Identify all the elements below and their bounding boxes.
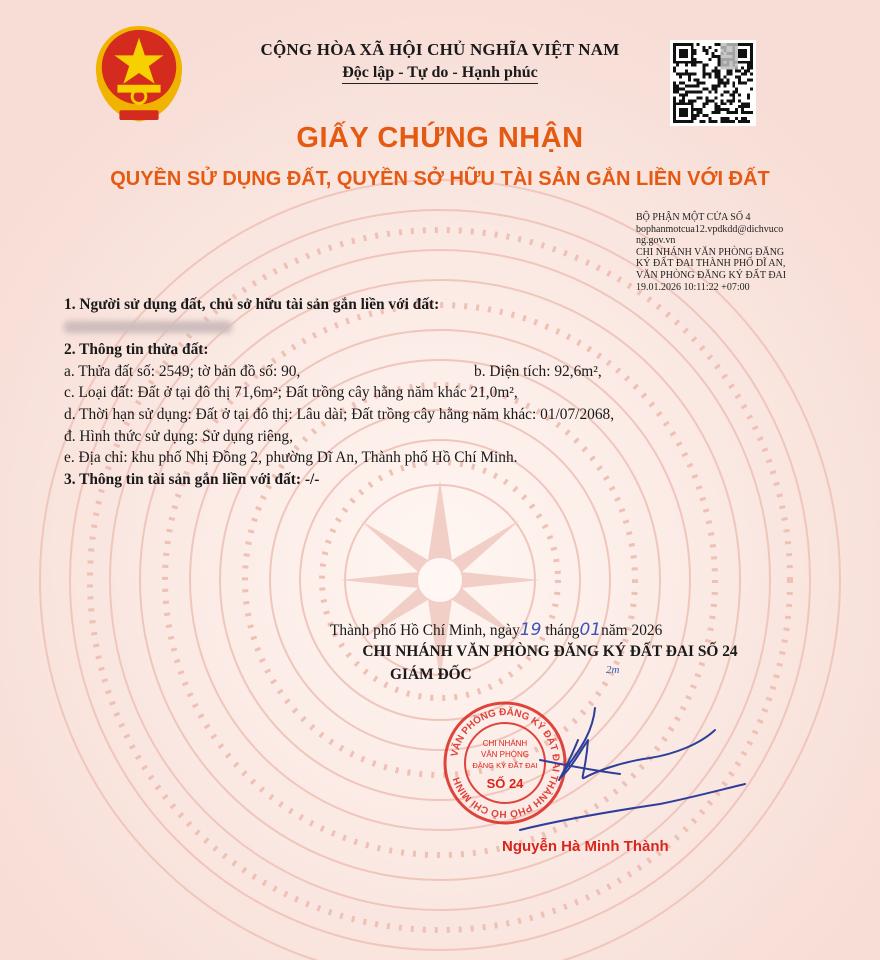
signer-position: GIÁM ĐỐC — [390, 666, 472, 683]
issuing-office: CHI NHÁNH VĂN PHÒNG ĐĂNG KÝ ĐẤT ĐAI SỐ 24 — [362, 643, 738, 660]
section3-heading: 3. Thông tin tài sản gắn liền với đất: -/- — [64, 470, 320, 488]
seal-center-line: VĂN PHÒNG — [480, 750, 530, 759]
year-label: năm 2026 — [601, 622, 663, 639]
motto-text: Độc lập - Tự do - Hạnh phúc — [342, 64, 538, 84]
redacted-text — [64, 321, 232, 333]
certificate-subtitle: QUYỀN SỬ DỤNG ĐẤT, QUYỀN SỞ HỮU TÀI SẢN GẮN LIỀN VỚI ĐẤT — [110, 168, 770, 190]
parcel-number: a. Thửa đất số: 2549; tờ bản đồ số: 90, — [64, 362, 301, 380]
esign-line: ng.gov.vn — [636, 235, 676, 247]
land-type: c. Loại đất: Đất ở tại đô thị 71,6m²; Đất trồng cây hằng năm khác 21,0m², — [64, 384, 518, 402]
issue-place-date — [330, 620, 850, 640]
seal-number: SỐ 24 — [486, 776, 524, 791]
digital-signature-block — [636, 212, 876, 293]
parcel-area: b. Diện tích: 92,6m², — [474, 362, 602, 380]
issue-day: 19 — [519, 620, 542, 640]
nation-name: CỘNG HÒA XÃ HỘI CHỦ NGHĨA VIỆT NAM — [260, 40, 620, 59]
issue-month: 01 — [579, 620, 602, 640]
seal-ring-text: VĂN PHÒNG ĐĂNG KÝ ĐẤT ĐAI THÀNH PHỐ HỒ CHÍ MINH — [449, 706, 562, 820]
esign-line: VĂN PHÒNG ĐĂNG KÝ ĐẤT ĐAI — [636, 269, 787, 281]
section2-heading: 2. Thông tin thửa đất: — [64, 341, 209, 359]
land-info — [64, 294, 824, 490]
esign-line: 19.01.2026 10:11:22 +07:00 — [636, 281, 750, 293]
parcel-address: e. Địa chỉ: khu phố Nhị Đồng 2, phường Dĩ An, Thành phố Hồ Chí Minh. — [64, 449, 518, 467]
esign-line: bophanmotcua12.vpdkdd@dichvuco — [636, 223, 784, 235]
esign-line: KÝ ĐẤT ĐAI THÀNH PHỐ DĨ AN, — [636, 258, 786, 270]
handwritten-signature — [500, 700, 750, 860]
national-motto — [200, 64, 680, 82]
esign-line: BỘ PHẬN MỘT CỬA SỐ 4 — [636, 212, 751, 223]
owner-name-redacted — [64, 316, 824, 340]
esign-line: CHI NHÁNH VĂN PHÒNG ĐĂNG — [636, 246, 785, 258]
seal-center-line: CHI NHÁNH — [482, 739, 528, 748]
qr-code-icon — [670, 40, 756, 126]
issue-place: Thành phố Hồ Chí Minh, ngày — [330, 622, 520, 639]
certificate-title: GIẤY CHỨNG NHẬN — [296, 122, 584, 154]
seal-center-line: ĐĂNG KÝ ĐẤT ĐAI — [472, 761, 538, 770]
parcel-line-a — [64, 361, 824, 383]
initial-mark: 2m — [606, 664, 620, 676]
section1-heading: 1. Người sử dụng đất, chủ sở hữu tài sản gắn liền với đất: — [64, 296, 440, 313]
national-emblem-icon — [90, 20, 188, 128]
usage-form: đ. Hình thức sử dụng: Sử dụng riêng, — [64, 427, 293, 445]
month-label: tháng — [545, 622, 580, 639]
usage-term: d. Thời hạn sử dụng: Đất ở tại đô thị: Lâu dài; Đất trồng cây hằng năm khác: 01/07/2068, — [64, 405, 615, 423]
signer-name: Nguyễn Hà Minh Thành — [502, 838, 669, 855]
